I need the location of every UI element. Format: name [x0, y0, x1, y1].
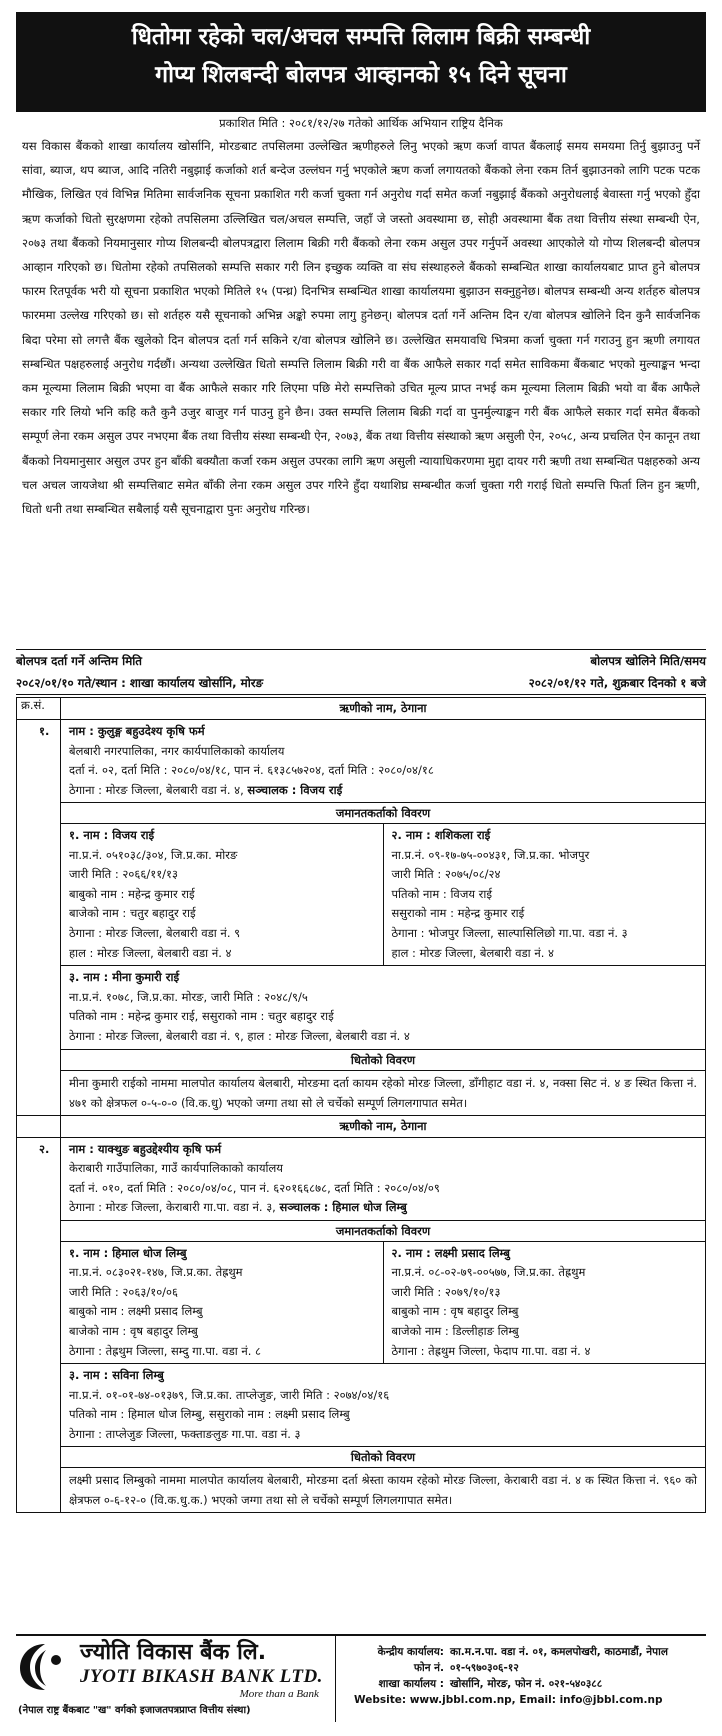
guarantor-name: २. नाम : लक्ष्मी प्रसाद लिम्बु	[391, 1245, 510, 1260]
bank-logo-icon	[16, 1640, 74, 1694]
table-row	[16, 720, 706, 1116]
title-line-1: धितोमा रहेको चल/अचल सम्पत्ति लिलाम बिक्री सम्बन्धी	[131, 24, 591, 50]
central-office-phone: ०१-५९७०३०६-१२	[450, 1662, 519, 1674]
guarantor-line: बाजेको नाम : वृष बहादुर लिम्बु	[69, 1323, 198, 1338]
guarantor-1	[61, 1242, 383, 1364]
bank-footer	[16, 1634, 706, 1722]
bank-website[interactable]: Website: www.jbbl.com.np, Email: info@jbbl.com.np	[354, 1694, 663, 1706]
borrower-details	[61, 1138, 705, 1221]
borrower-details	[61, 720, 705, 803]
guarantor-line: ना.प्र.नं. १०७८, जि.प्र.का. मोरङ, जारी मिति : २०४८/९/५	[69, 989, 308, 1004]
guarantor-line: जारी मिति : २०७९/१०/१३	[391, 1284, 501, 1299]
table-header	[16, 1116, 706, 1138]
guarantor-1	[61, 824, 383, 965]
collateral-details: लक्ष्मी प्रसाद लिम्बुको नाममा मालपोत कार्यालय बेलबारी, मोरङमा दर्ता श्रेस्ता कायम रहेको मोरङ जिल्ला, केराबारी वडा नं. ४ क स्थित कित्ता नं. ९६० को क्षेत्रफल ०-६-१२-० (वि.क.धु.क.) भएको जग्गा तथा सो ले चर्चेको सम्पूर्ण लिगलगापात समेत।	[69, 1473, 697, 1508]
bank-logo	[16, 1636, 336, 1722]
guarantor-line: ना.प्र.नं. ०९-१७-७५-००४३१, जि.प्र.का. भोजपुर	[391, 847, 590, 862]
guarantor-line: ठेगाना : तेह्रथुम जिल्ला, सम्दु गा.पा. वडा नं. ८	[69, 1343, 262, 1358]
guarantor-line: ना.प्र.नं. ०१-०१-७४-०१३७९, जि.प्र.का. ताप्लेजुङ, जारी मिति : २०७४/०४/१६	[69, 1387, 390, 1402]
regulator-note: (नेपाल राष्ट्र बैंकबाट "ख" वर्गको इजाजतपत्रप्राप्त वित्तीय संस्था)	[18, 1705, 251, 1716]
collateral-header: धितोको विवरण	[61, 1447, 705, 1468]
guarantor-line: पतिको नाम : विजय राई	[391, 886, 493, 901]
guarantor-name: १. नाम : हिमाल धोज लिम्बु	[69, 1245, 187, 1260]
serial-number: २.	[17, 1138, 61, 1513]
table-row	[16, 1138, 706, 1514]
published-date: प्रकाशित मिति : २०८१/१२/२७ गतेको आर्थिक अभियान राष्ट्रिय दैनिक	[219, 116, 503, 130]
guarantor-line: ठेगाना : ताप्लेजुङ जिल्ला, फक्ताङलुङ गा.पा. वडा नं. ३	[69, 1426, 301, 1441]
guarantor-line: ससुराको नाम : महेन्द्र कुमार राई	[391, 906, 525, 921]
guarantor-3	[61, 966, 705, 1049]
borrower-address: ठेगाना : मोरङ जिल्ला, केराबारी गा.पा. वडा नं. ३,	[69, 1200, 276, 1215]
guarantor-header: जमानतकर्ताको विवरण	[61, 803, 705, 824]
notice-title	[16, 12, 706, 112]
central-phone-label: फोन नं.	[413, 1662, 444, 1674]
guarantor-line: बाबुको नाम : वृष बहादुर लिम्बु	[391, 1304, 519, 1319]
central-office-address: का.म.न.पा. वडा नं. ०१, कमलपोखरी, काठमाडौं, नेपाल	[450, 1646, 668, 1658]
guarantor-line: बाजेको नाम : डिल्लीहाङ लिम्बु	[391, 1323, 519, 1338]
serial-header: क्र.सं.	[17, 698, 61, 719]
guarantor-line: पतिको नाम : महेन्द्र कुमार राई, ससुराको नाम : चतुर बहादुर राई	[69, 1009, 334, 1024]
dates-values	[16, 672, 706, 695]
guarantor-line: जारी मिति : २०७५/०८/२४	[391, 867, 501, 882]
registration-deadline-value: २०८२/०१/१० गते/स्थान : शाखा कार्यालय खोर्सानि, मोरङ	[16, 676, 264, 690]
guarantor-name: ३. नाम : सविना लिम्बु	[69, 1368, 164, 1383]
guarantor-line: ना.प्र.नं. ०५१०३८/३०४, जि.प्र.का. मोरङ	[69, 847, 238, 862]
opening-date-value: २०८२/०१/१२ गते, शुक्रबार दिनको १ बजे	[528, 676, 706, 690]
guarantor-2	[383, 1242, 706, 1364]
guarantor-name: ३. नाम : मीना कुमारी राई	[69, 970, 180, 985]
guarantor-line: ना.प्र.नं. ०८-०२-७९-००५७७, जि.प्र.का. तेह्रथुम	[391, 1265, 586, 1280]
guarantor-name: १. नाम : विजय राई	[69, 828, 155, 842]
guarantor-grid	[61, 1242, 705, 1365]
bank-name-english: JYOTI BIKASH BANK LTD.	[80, 1666, 323, 1687]
borrower-name: नाम : कुलुङ्ग बहुउदेश्य कृषि फर्म	[69, 724, 205, 738]
guarantor-line: पतिको नाम : हिमाल धोज लिम्बु, ससुराको नाम : लक्ष्मी प्रसाद लिम्बु	[69, 1407, 350, 1422]
borrower-operator: सञ्चालक : हिमाल धोज लिम्बु	[279, 1200, 407, 1215]
guarantor-line: ठेगाना : तेह्रथुम जिल्ला, फेदाप गा.पा. वडा नं. ४	[391, 1343, 591, 1358]
guarantor-name: २. नाम : शशिकला राई	[391, 828, 491, 842]
guarantor-2	[383, 824, 706, 965]
guarantor-line: ना.प्र.नं. ०८३०२१-१४७, जि.प्र.का. तेह्रथुम	[69, 1265, 243, 1280]
borrower-header: ऋणीको नाम, ठेगाना	[339, 701, 427, 715]
borrower-line: दर्ता नं. ०१०, दर्ता मिति : २०८०/०४/०८, पान नं. ६२०१६६८७८, दर्ता मिति : २०८०/०४/०९	[69, 1180, 440, 1195]
bank-contact	[336, 1636, 706, 1722]
borrower-operator: सञ्चालक : विजय राई	[247, 782, 343, 797]
opening-date-label: बोलपत्र खोलिने मिति/समय	[590, 654, 706, 668]
guarantor-line: ठेगाना : भोजपुर जिल्ला, साल्पासिलिछो गा.पा. वडा नं. ३	[391, 925, 628, 940]
branch-office-address: खोर्सानि, मोरङ, फोन नं. ०२१-५४०३८८	[450, 1678, 603, 1690]
guarantor-3	[61, 1364, 705, 1447]
guarantor-line: ठेगाना : मोरङ जिल्ला, बेलबारी वडा नं. ९, हाल : मोरङ जिल्ला, बेलबारी वडा नं. ४	[69, 1028, 410, 1043]
guarantor-line: बाबुको नाम : लक्ष्मी प्रसाद लिम्बु	[69, 1304, 203, 1319]
table-header	[16, 697, 706, 720]
guarantor-line: बाबुको नाम : महेन्द्र कुमार राई	[69, 886, 195, 901]
collateral-header: धितोको विवरण	[61, 1050, 705, 1071]
notice-body: यस विकास बैंकको शाखा कार्यालय खोर्सानि, मोरङबाट तपसिलमा उल्लेखित ऋणीहरुले लिनु भएको ऋण कर्जा वापत बैंकलाई समय समयमा तिर्नु बुझाउनु पर्ने सांवा, ब्याज, थप ब्याज, आदि नतिरी नबुझाई कर्जाको शर्त बन्देज उल्लंघन गर्नु भएकोले ऋण कर्जा लगायतको बैंकको लेना रकम तिर्न बुझाउनको लागि पटक पटक मौखिक, लिखित एवं विभिन्न मितिमा सार्वजनिक सूचना प्रकाशित गरी कर्जा चुक्ता गर्न अनुरोध गर्दा समेत कर्जा नबुझाई बैंकको अनुरोधलाई बेवास्ता गर्नु भएको हुँदा ऋण कर्जाको धितो सुरक्षणमा रहेको तपसिलमा उल्लिखित चल/अचल सम्पत्ति, जहाँ जे जस्तो अवस्थामा छ, सोही अवस्थामा बैंक तथा वित्तीय संस्था सम्बन्धी ऐन, २०७३ तथा बैंकको नियमानुसार गोप्य शिलबन्दी बोलपत्रद्वारा लिलाम बिक्री गरी बैंकको लेना रकम असुल उपर गर्नुपर्ने अवस्था आएकोले यो गोप्य शिलबन्दी बोलपत्र आव्हान गरिएको छ। धितोमा रहेको तपसिलको सम्पत्ति सकार गरी लिन इच्छुक व्यक्ति वा संघ संस्थाहरुले बैंकको सम्बन्धित शाखा कार्यालयबाट प्राप्त हुने बोलपत्र फारम रितपूर्वक भरी यो सूचना प्रकाशित भएको मितिले १५ (पन्ध्र) दिनभित्र सम्बन्धित शाखा कार्यालयमा बुझाउन सक्नुहुनेछ। बोलपत्र सम्बन्धी अन्य शर्तहरु बोलपत्र फारममा उल्लेख गरिएको छ। सो शर्तहरु यसै सूचनाको अभिन्न अङ्को रुपमा लागु हुनेछन्। बोलपत्र दर्ता गर्ने अन्तिम दिन र/वा बोलपत्र खोलिने दिन कुनै सार्वजनिक बिदा परेमा सो लगत्तै बैंक खुलेको दिन बोलपत्र दर्ता गर्न सकिने र/वा बोलपत्र खोलिने छ। उल्लेखित समयावधि भित्रमा कर्जा चुक्ता गर्न गराउनु हुन ऋणी लगायत सम्बन्धित पक्षहरुलाई अनुरोध गर्दछौं। अन्यथा उल्लेखित धितो सम्पत्ति लिलाम बिक्री गरी वा बैंक आफैले सकार गर्दा समेत साविकमा बैंकबाट भएको मुल्याङ्कन भन्दा कम मूल्यमा लिलाम बिक्री भएमा वा बैंक आफैले सकार गरि लिएमा पछि मेरो सम्पत्तिको उचित मूल्य प्राप्त नभई कम मूल्यमा लिलाम बिक्री भयो वा बैंक आफैले सकार गरि लियो भनि कहि कतै कुनै उजुर बाजुर गर्न पाउनु हुने छैन। उक्त सम्पत्ति लिलाम बिक्री गर्दा वा पुनर्मुल्याङ्कन गरी बैंक आफैले सकार गर्दा समेत बैंकको सम्पूर्ण लेना रकम असुल उपर नभएमा बैंक तथा वित्तीय संस्था सम्बन्धी ऐन, २०७३, बैंक तथा वित्तीय संस्थाको ऋण असुली ऐन, २०५८, अन्य प्रचलित ऐन कानून तथा बैंकको नियमानुसार असुल उपर हुन बाँकी बक्यौता कर्जा रकम असुल उपरका लागि ऋण असुली न्यायाधिकरणमा मुद्दा दायर गरी ऋणी तथा सम्बन्धित पक्षहरुको अन्य चल अचल जायजेथा श्री सम्पत्तिबाट समेत बाँकी लेना रकम असुल उपर गरिने हुँदा यथाशिघ्र सम्बन्धीत कर्जा चुक्ता गरी गराई धितो सम्पत्ति फिर्ता लिन हुन ऋणी, धितो धनी तथा सम्बन्धित सबैलाई यसै सूचनाद्वारा पुनः अनुरोध गरिन्छ।	[22, 139, 700, 517]
guarantor-grid	[61, 824, 705, 966]
guarantor-line: हाल : मोरङ जिल्ला, बेलबारी वडा नं. ४	[391, 945, 554, 960]
bank-tagline: More than a Bank	[239, 1688, 319, 1700]
borrower-line: दर्ता नं. ०२, दर्ता मिति : २०८०/०४/१८, पान नं. ६१३८५७२०४, दर्ता मिति : २०८०/०४/१८	[69, 763, 434, 777]
borrower-address: ठेगाना : मोरङ जिल्ला, बेलबारी वडा नं. ४,	[69, 782, 244, 797]
collateral-details: मीना कुमारी राईको नाममा मालपोत कार्यालय बेलबारी, मोरङमा दर्ता कायम रहेको मोरङ जिल्ला, डाँगीहाट वडा नं. ४, नक्सा सिट नं. ४ ङ स्थित कित्ता नं. ४७१ को क्षेत्रफल ०-५-०-० (वि.क.धु) भएको जग्गा तथा सो ले चर्चेको सम्पूर्ण लिगलगापात समेत।	[69, 1075, 697, 1110]
guarantor-header: जमानतकर्ताको विवरण	[61, 1221, 705, 1242]
guarantor-line: हाल : मोरङ जिल्ला, बेलबारी वडा नं. ४	[69, 945, 232, 960]
bank-name-nepali: ज्योति विकास बैंक लि.	[80, 1640, 267, 1665]
guarantor-line: जारी मिति : २०६६/११/१३	[69, 867, 179, 882]
guarantor-line: बाजेको नाम : चतुर बहादुर राई	[69, 906, 196, 921]
notice-page	[16, 12, 706, 1724]
central-office-label: केन्द्रीय कार्यालय:	[377, 1646, 444, 1658]
serial-number: १.	[17, 720, 61, 1115]
guarantor-line: ठेगाना : मोरङ जिल्ला, बेलबारी वडा नं. ९	[69, 925, 241, 940]
borrower-line: बेलबारी नगरपालिका, नगर कार्यपालिकाको कार्यालय	[69, 743, 285, 758]
borrower-header: ऋणीको नाम, ठेगाना	[339, 1118, 427, 1133]
branch-office-label: शाखा कार्यालय :	[378, 1678, 444, 1690]
registration-deadline-label: बोलपत्र दर्ता गर्ने अन्तिम मिति	[16, 654, 143, 668]
borrower-line: केराबारी गाउँपालिका, गाउँ कार्यपालिकाको कार्यालय	[69, 1161, 283, 1176]
title-line-2: गोप्य शिलबन्दी बोलपत्र आव्हानको १५ दिने सूचना	[155, 62, 567, 88]
guarantor-line: जारी मिति : २०६३/१०/०६	[69, 1284, 179, 1299]
dates-header	[16, 649, 706, 672]
borrower-name: नाम : याक्थुङ बहुउद्देश्यीय कृषि फर्म	[69, 1141, 222, 1156]
